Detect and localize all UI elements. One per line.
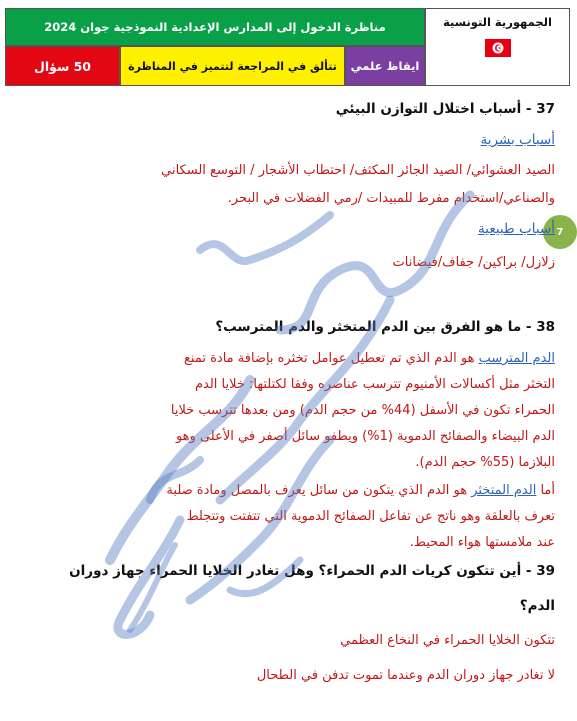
clotted-blood-prefix: أما (536, 483, 555, 498)
clotted-blood-term: الدم المتخثر (471, 483, 537, 498)
natural-causes-line: زلازل/ براكين/ جفاف/فيضانات (392, 255, 555, 270)
sedimented-blood-line-4: الدم البيضاء والصفائح الدموية (1%) ويطفو سائل أصفر في الأعلى وهو (175, 429, 555, 444)
sedimented-blood-line-1 (184, 350, 555, 368)
page-number-badge: 7 (543, 215, 577, 249)
human-causes-line-2: والصناعي/استخدام مفرط للمبيدات /رمي الفضلات في البحر. (227, 191, 555, 206)
question-39-answer-2: لا تغادر جهاز دوران الدم وعندما تموت تدفن في الطحال (256, 668, 555, 683)
question-37-title: 37 - أسباب اختلال التوازن البيئي (335, 101, 555, 117)
header-title: مناظرة الدخول إلى المدارس الإعدادية النموذجية جوان 2024 (5, 8, 425, 46)
worksheet-header (5, 8, 570, 86)
question-39-title-line-1: 39 - أين تتكون كريات الدم الحمراء؟ وهل تغادر الخلايا الحمراء جهاز دوران (69, 563, 555, 579)
question-38-title: 38 - ما هو الفرق بين الدم المتخثر والدم المترسب؟ (215, 319, 555, 335)
sedimented-blood-line-2: التخثر مثل أكسالات الأمنيوم تترسب عناصره وفقا لكتلتها: خلايا الدم (194, 377, 555, 392)
clotted-blood-line-1-text: هو الدم الذي يتكون من سائل يعرف بالمصل ومادة صلبة (166, 483, 472, 498)
author-label: ايقاظ علمي (345, 46, 425, 86)
tunisia-flag-icon (485, 39, 511, 57)
clotted-blood-line-3: عند ملامستها هواء المحيط. (409, 535, 555, 550)
clotted-blood-line-2: تعرف بالعلقة وهو ناتج عن تفاعل الصفائح الدموية التي تتفتت وتتجلط (186, 509, 555, 524)
question-count: 50 سؤال (5, 46, 120, 86)
natural-causes-heading: أسباب طبيعية (478, 221, 555, 237)
human-causes-line-1: الصيد العشوائي/ الصيد الجائر المكثف/ احتطاب الأشجار / التوسع السكاني (161, 163, 555, 178)
human-causes-heading: أسباب بشرية (480, 132, 555, 148)
republic-label: الجمهورية التونسية (443, 15, 552, 29)
republic-cell (425, 8, 570, 86)
sedimented-blood-line-5: البلازما (55% حجم الدم). (415, 455, 555, 470)
clotted-blood-line-1 (166, 482, 555, 500)
sedimented-blood-term: الدم المترسب (478, 351, 555, 366)
question-39-title-line-2: الدم؟ (519, 598, 555, 614)
sedimented-blood-line-1-text: هو الدم الذي تم تعطيل عوامل تخثره بإضافة مادة تمنع (184, 351, 479, 366)
question-39-answer-1: تتكون الخلايا الحمراء في النخاع العظمي (340, 633, 555, 648)
header-slogan: تتألق في المراجعة لتتميز في المناظرة (120, 46, 345, 86)
sedimented-blood-line-3: الحمراء تكون في الأسفل (44% من حجم الدم) ومن بعدها تترسب خلايا (170, 403, 555, 418)
